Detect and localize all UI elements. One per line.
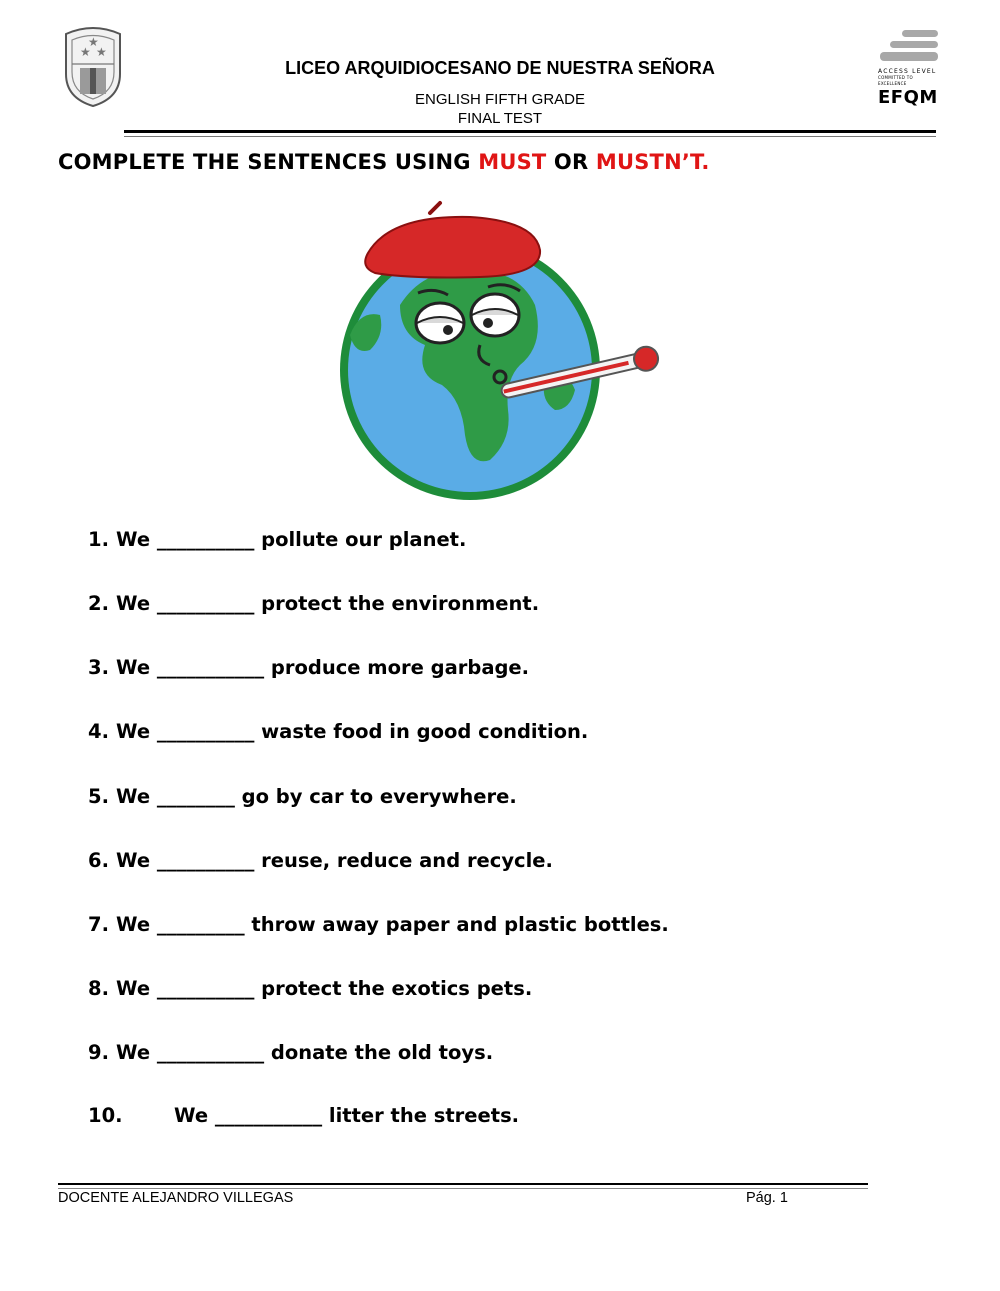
item-subject: We: [116, 849, 151, 872]
item-number: 1.: [88, 528, 109, 551]
item-blank: __________: [156, 720, 255, 743]
item-rest: waste food in good condition.: [261, 720, 589, 743]
item-number: 8.: [88, 977, 109, 1000]
item-subject: We: [174, 1104, 209, 1127]
sick-earth-with-thermometer-icon: [330, 195, 670, 505]
item-blank: ________: [156, 785, 235, 808]
item-subject: We: [116, 592, 151, 615]
svg-text:★: ★: [88, 35, 99, 49]
item-rest: protect the exotics pets.: [261, 977, 533, 1000]
exercise-item-9: [88, 1041, 493, 1064]
instruction-middle: OR: [546, 150, 596, 174]
instruction-option-mustnt: MUSTN’T.: [595, 150, 710, 174]
item-number: 3.: [88, 656, 109, 679]
item-blank: __________: [156, 592, 255, 615]
svg-text:★: ★: [80, 45, 91, 59]
efqm-logo: [878, 28, 942, 112]
instruction-prefix: COMPLETE THE SENTENCES USING: [58, 150, 479, 174]
instruction-option-must: MUST: [478, 150, 547, 174]
item-subject: We: [116, 1041, 151, 1064]
item-rest: reuse, reduce and recycle.: [261, 849, 553, 872]
exercise-item-1: [88, 528, 466, 551]
item-subject: We: [116, 977, 151, 1000]
subject-line: ENGLISH FIFTH GRADE: [414, 91, 586, 108]
exercise-item-10: [88, 1104, 519, 1127]
efqm-wordmark: EFQM: [878, 87, 938, 108]
item-blank: _________: [156, 913, 245, 936]
item-rest: protect the environment.: [261, 592, 540, 615]
exercise-item-7: [88, 913, 669, 936]
item-blank: ___________: [156, 1041, 265, 1064]
item-rest: throw away paper and plastic bottles.: [251, 913, 669, 936]
efqm-tag-line2: COMMITTED TO EXCELLENCE: [878, 75, 913, 86]
item-subject: We: [116, 785, 151, 808]
exercise-item-6: [88, 849, 553, 872]
footer-page-number: Pág. 1: [746, 1190, 788, 1206]
item-subject: We: [116, 720, 151, 743]
exercise-item-5: [88, 785, 517, 808]
item-rest: produce more garbage.: [270, 656, 530, 679]
svg-text:★: ★: [96, 45, 107, 59]
item-blank: ___________: [156, 656, 265, 679]
item-subject: We: [116, 913, 151, 936]
item-subject: We: [116, 656, 151, 679]
exercise-item-4: [88, 720, 588, 743]
item-rest: pollute our planet.: [261, 528, 467, 551]
item-number: 9.: [88, 1041, 109, 1064]
instruction-heading: [58, 150, 710, 174]
item-number: 4.: [88, 720, 109, 743]
header-divider-thin: [124, 136, 936, 137]
item-number: 6.: [88, 849, 109, 872]
item-number: 7.: [88, 913, 109, 936]
item-blank: __________: [156, 849, 255, 872]
item-rest: litter the streets.: [328, 1104, 520, 1127]
footer-teacher: DOCENTE ALEJANDRO VILLEGAS: [58, 1190, 294, 1206]
item-blank: ___________: [214, 1104, 323, 1127]
efqm-tag-line1: ACCESS LEVEL: [878, 68, 937, 75]
item-rest: go by car to everywhere.: [241, 785, 517, 808]
exercise-item-2: [88, 592, 539, 615]
item-blank: __________: [156, 528, 255, 551]
exercise-item-8: [88, 977, 532, 1000]
footer-divider: [58, 1183, 868, 1185]
exercise-item-3: [88, 656, 529, 679]
item-rest: donate the old toys.: [270, 1041, 494, 1064]
item-number: 10.: [88, 1104, 123, 1127]
item-number: 2.: [88, 592, 109, 615]
item-number: 5.: [88, 785, 109, 808]
header-divider: [124, 130, 936, 133]
footer-divider-thin: [58, 1188, 868, 1189]
item-subject: We: [116, 528, 151, 551]
school-name: LICEO ARQUIDIOCESANO DE NUESTRA SEÑORA: [285, 58, 715, 78]
test-type-line: FINAL TEST: [457, 110, 543, 127]
item-blank: __________: [156, 977, 255, 1000]
